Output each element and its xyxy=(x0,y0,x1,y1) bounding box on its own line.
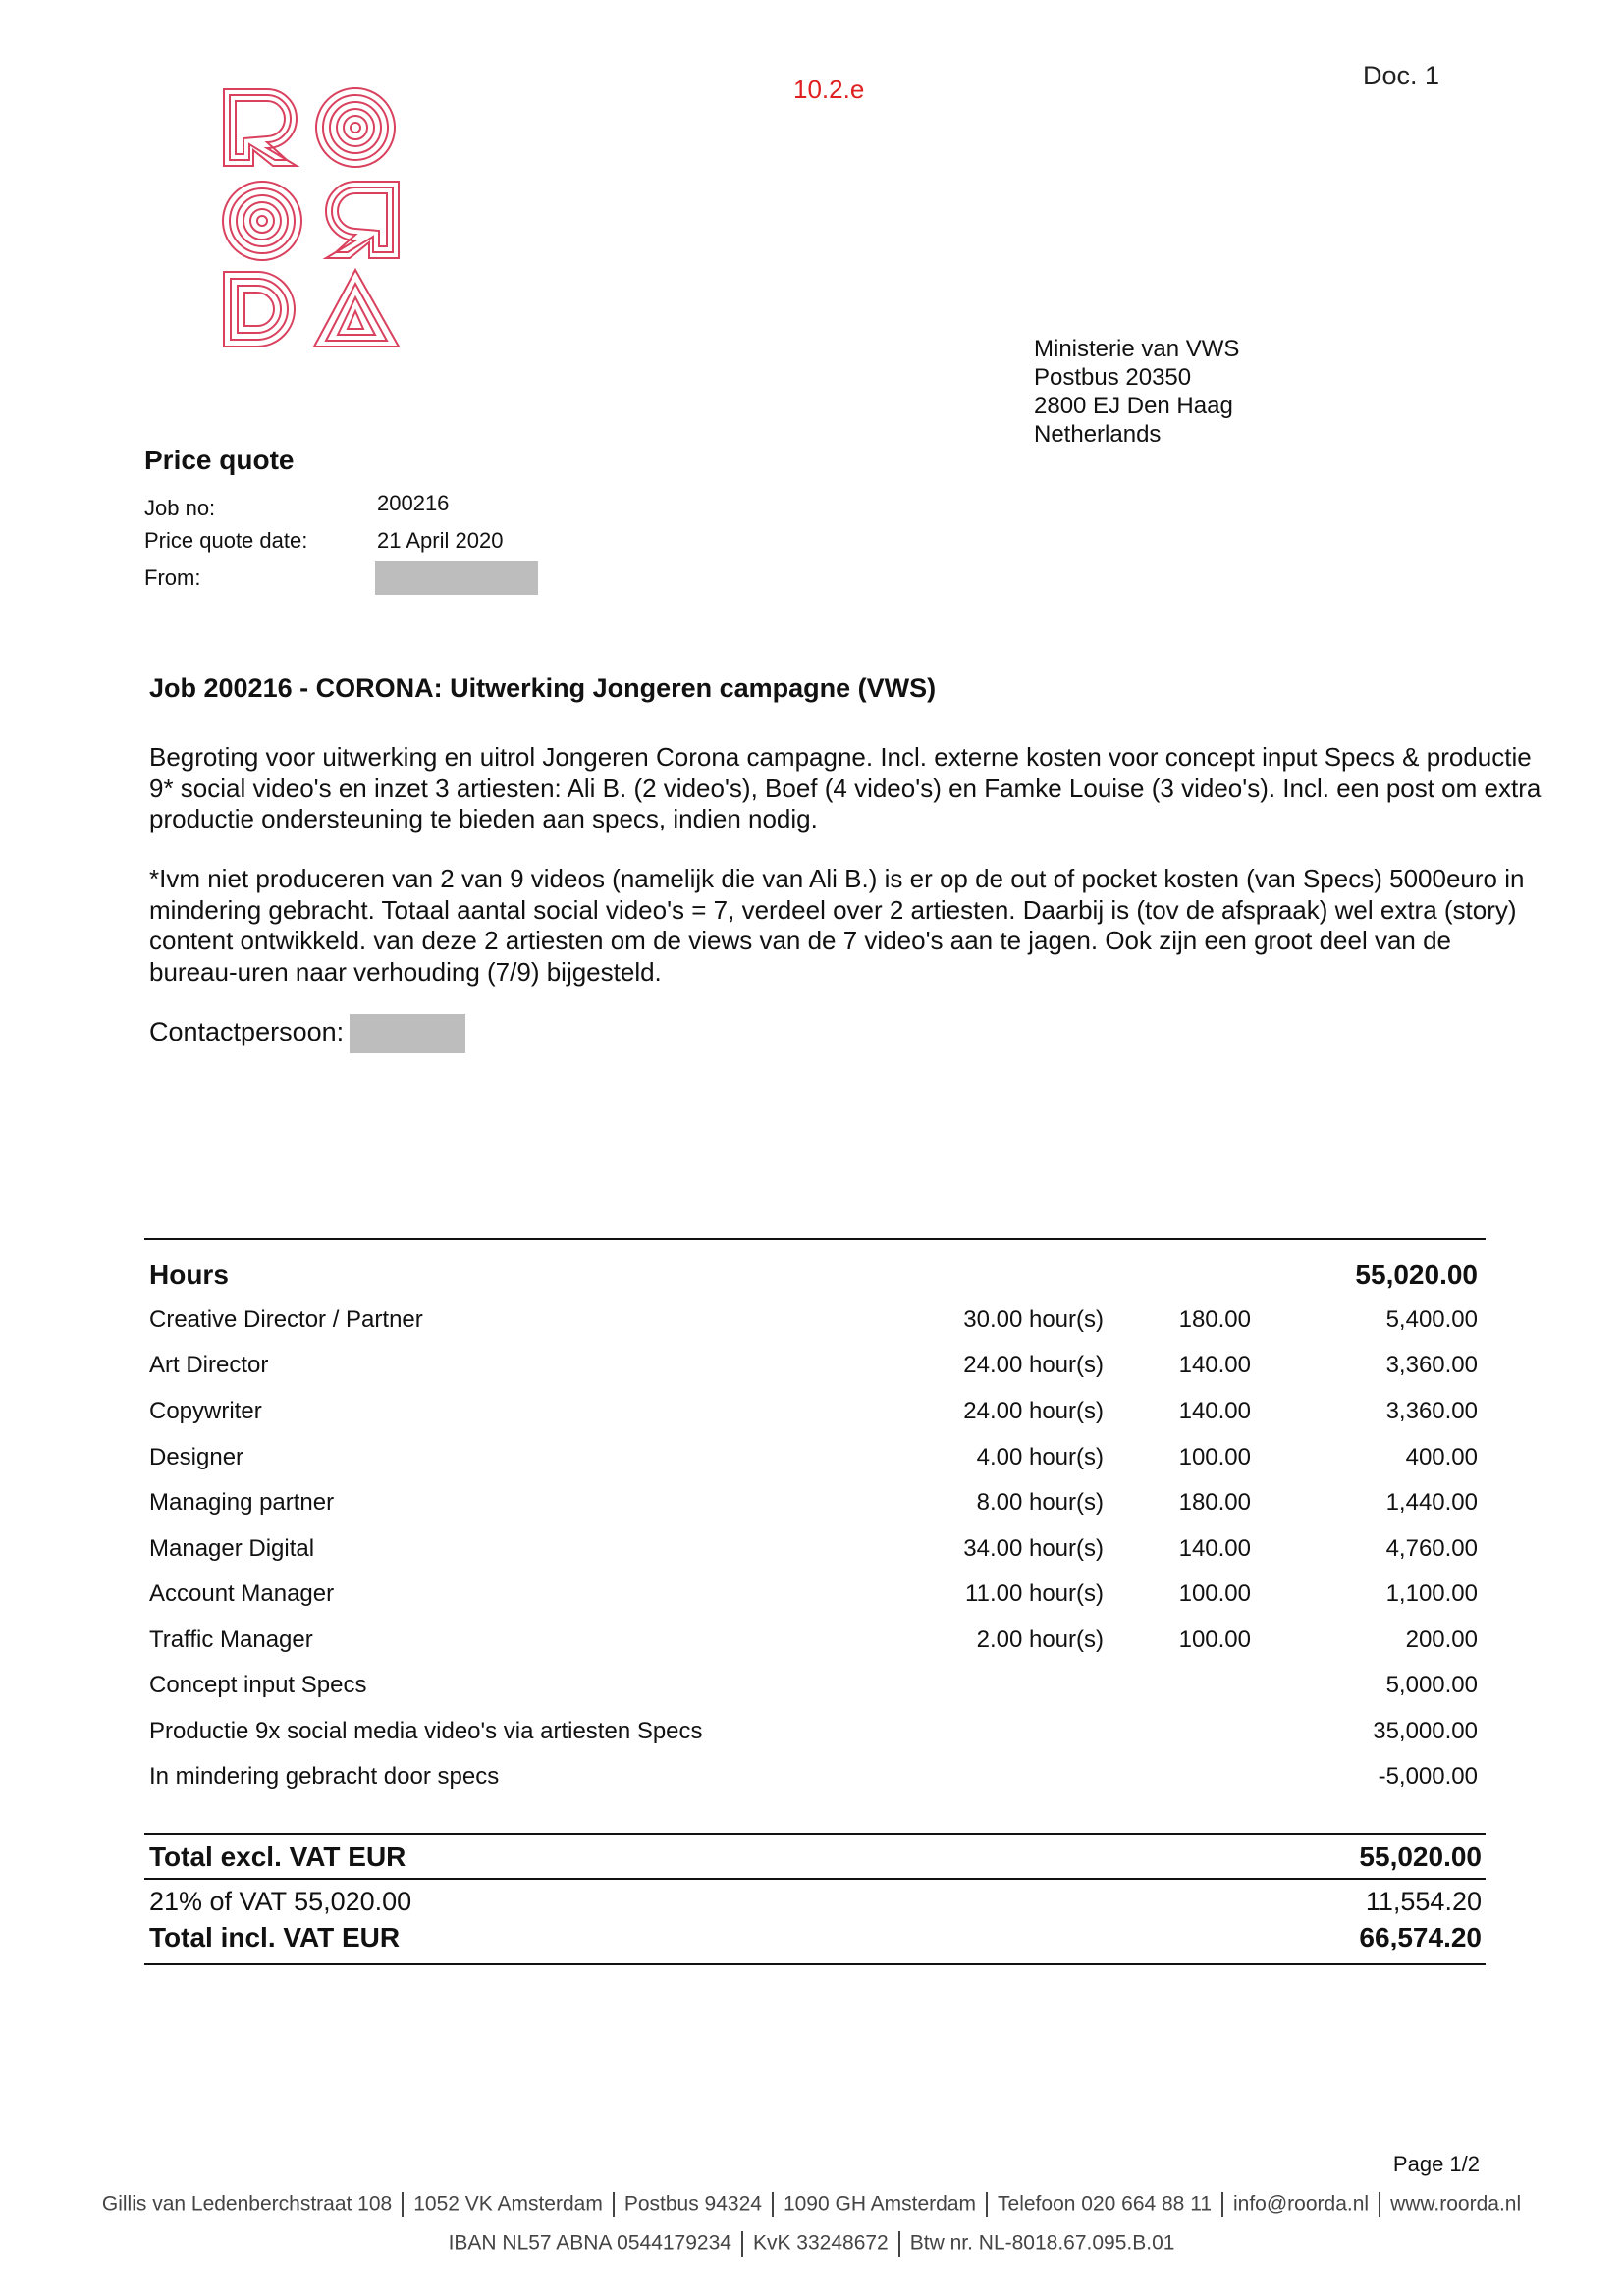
redaction-box xyxy=(375,561,538,595)
quote-date-label: Price quote date: xyxy=(144,528,308,553)
section-total: 55,020.00 xyxy=(1355,1259,1478,1290)
row-name: Copywriter xyxy=(149,1398,262,1424)
footer-separator xyxy=(613,2192,615,2217)
row-qty: 24.00 hour(s) xyxy=(963,1398,1104,1424)
footer-separator xyxy=(402,2192,404,2217)
row-qty: 24.00 hour(s) xyxy=(963,1352,1104,1378)
row-name: Manager Digital xyxy=(149,1535,315,1562)
row-rate: 140.00 xyxy=(1178,1398,1251,1424)
contact-label: Contactpersoon: xyxy=(149,1017,345,1046)
row-name: Managing partner xyxy=(149,1489,335,1516)
footer-address: Gillis van Ledenberchstraat 108 xyxy=(101,2192,393,2216)
footer-kvk: KvK 33248672 xyxy=(752,2231,889,2255)
row-amount: 5,000.00 xyxy=(1385,1672,1478,1698)
row-rate: 100.00 xyxy=(1178,1444,1251,1470)
row-amount: 4,760.00 xyxy=(1385,1535,1478,1562)
row-qty: 4.00 hour(s) xyxy=(976,1444,1104,1470)
row-amount: 5,400.00 xyxy=(1385,1307,1478,1333)
table-row xyxy=(144,1535,1482,1575)
row-amount: 3,360.00 xyxy=(1385,1352,1478,1378)
row-amount: 35,000.00 xyxy=(1373,1718,1478,1744)
footer-line-1 xyxy=(0,2192,1623,2217)
row-name: Art Director xyxy=(149,1352,269,1378)
job-description: Begroting voor uitwerking en uitrol Jongeren Corona campagne. Incl. externe kosten voor concept input Specs & productie 9* social video's en inzet 3 artiesten: Ali B. (2 video's), Boef (4 video's) en Famke Louise (3 video's). Incl. een post om extra productie ondersteuning te bieden aan specs, indien nodig. xyxy=(149,742,1542,833)
vat-value: 11,554.20 xyxy=(1365,1887,1482,1916)
footer-vat-number: Btw nr. NL-8018.67.095.B.01 xyxy=(909,2231,1175,2255)
row-name: Traffic Manager xyxy=(149,1627,313,1653)
total-incl-value: 66,574.20 xyxy=(1359,1922,1482,1952)
table-row xyxy=(144,1444,1482,1483)
table-top-rule xyxy=(144,1238,1486,1240)
footer-email-link[interactable]: info@roorda.nl xyxy=(1233,2192,1370,2216)
row-amount: -5,000.00 xyxy=(1378,1763,1478,1789)
footer-separator xyxy=(986,2192,988,2217)
row-qty: 11.00 hour(s) xyxy=(965,1580,1104,1607)
total-excl-label: Total excl. VAT EUR xyxy=(149,1842,406,1872)
footer-phone: Telefoon 020 664 88 11 xyxy=(998,2192,1212,2216)
row-qty: 2.00 hour(s) xyxy=(976,1627,1104,1653)
table-row xyxy=(144,1398,1482,1437)
total-excl-value: 55,020.00 xyxy=(1359,1842,1482,1872)
row-name: In mindering gebracht door specs xyxy=(149,1763,500,1789)
footer-separator xyxy=(772,2192,774,2217)
row-name: Creative Director / Partner xyxy=(149,1307,423,1333)
row-name: Productie 9x social media video's via artiesten Specs xyxy=(149,1718,703,1744)
roorda-logo xyxy=(218,83,405,348)
footer-separator xyxy=(1221,2192,1223,2217)
section-label: Hours xyxy=(149,1259,229,1290)
quote-date-value: 21 April 2020 xyxy=(377,528,504,553)
doc-label: Doc. 1 xyxy=(1363,61,1440,90)
row-name: Account Manager xyxy=(149,1580,335,1607)
recipient-address xyxy=(1034,335,1239,449)
row-amount: 400.00 xyxy=(1405,1444,1478,1470)
footer-separator xyxy=(741,2231,743,2257)
row-qty: 34.00 hour(s) xyxy=(963,1535,1104,1562)
row-amount: 200.00 xyxy=(1405,1627,1478,1653)
job-description-note: *Ivm niet produceren van 2 van 9 videos (namelijk die van Ali B.) is er op de out of pocket kosten (van Specs) 5000euro in mindering gebracht. Totaal aantal social video's = 7, verdeel over 2 artiesten. Daarbij is (tov de afspraak) wel extra (story) content ontwikkeld. van deze 2 artiesten om de views van de 7 video's aan te jagen. Ook zijn een groot deel van de bureau-uren naar verhouding (7/9) bijgesteld. xyxy=(149,864,1525,987)
row-qty: 8.00 hour(s) xyxy=(976,1489,1104,1516)
table-row xyxy=(144,1489,1482,1528)
row-name: Designer xyxy=(149,1444,244,1470)
redaction-box xyxy=(350,1014,465,1053)
from-label: From: xyxy=(144,565,201,590)
job-title: Job 200216 - CORONA: Uitwerking Jongeren campagne (VWS) xyxy=(149,673,937,703)
job-no-label: Job no: xyxy=(144,496,216,520)
row-rate: 140.00 xyxy=(1178,1352,1251,1378)
job-no-value: 200216 xyxy=(377,491,450,515)
classification-stamp: 10.2.e xyxy=(793,75,865,104)
row-rate: 180.00 xyxy=(1178,1307,1251,1333)
cost-table xyxy=(144,1256,1482,1806)
table-row xyxy=(144,1352,1482,1391)
table-row xyxy=(144,1672,1482,1711)
totals-mid-rule xyxy=(144,1878,1486,1880)
table-row xyxy=(144,1307,1482,1346)
row-rate: 100.00 xyxy=(1178,1580,1251,1607)
address-line: Ministerie van VWS xyxy=(1034,336,1240,362)
row-rate: 140.00 xyxy=(1178,1535,1251,1562)
row-qty: 30.00 hour(s) xyxy=(963,1307,1104,1333)
row-amount: 1,440.00 xyxy=(1385,1489,1478,1516)
footer-separator xyxy=(1379,2192,1380,2217)
table-row xyxy=(144,1763,1482,1802)
row-name: Concept input Specs xyxy=(149,1672,367,1698)
hours-section-header xyxy=(144,1259,1482,1299)
row-rate: 180.00 xyxy=(1178,1489,1251,1516)
price-quote-title: Price quote xyxy=(144,445,295,475)
table-row xyxy=(144,1580,1482,1620)
footer-separator xyxy=(898,2231,900,2257)
footer-line-2 xyxy=(0,2231,1623,2257)
row-amount: 1,100.00 xyxy=(1385,1580,1478,1607)
totals-bottom-rule xyxy=(144,1963,1486,1965)
footer-postbus-postcode: 1090 GH Amsterdam xyxy=(783,2192,977,2216)
address-line: 2800 EJ Den Haag xyxy=(1034,393,1233,419)
row-amount: 3,360.00 xyxy=(1385,1398,1478,1424)
total-incl-label: Total incl. VAT EUR xyxy=(149,1922,401,1952)
row-rate: 100.00 xyxy=(1178,1627,1251,1653)
footer-website-link[interactable]: www.roorda.nl xyxy=(1390,2192,1522,2216)
footer-postcode: 1052 VK Amsterdam xyxy=(413,2192,603,2216)
footer-iban: IBAN NL57 ABNA 0544179234 xyxy=(448,2231,731,2255)
totals-top-rule xyxy=(144,1833,1486,1835)
table-row xyxy=(144,1718,1482,1757)
address-line: Postbus 20350 xyxy=(1034,364,1192,391)
footer-postbus: Postbus 94324 xyxy=(623,2192,762,2216)
address-line: Netherlands xyxy=(1034,421,1162,448)
page-number: Page 1/2 xyxy=(1392,2152,1480,2176)
vat-label: 21% of VAT 55,020.00 xyxy=(149,1887,412,1916)
table-row xyxy=(144,1627,1482,1666)
